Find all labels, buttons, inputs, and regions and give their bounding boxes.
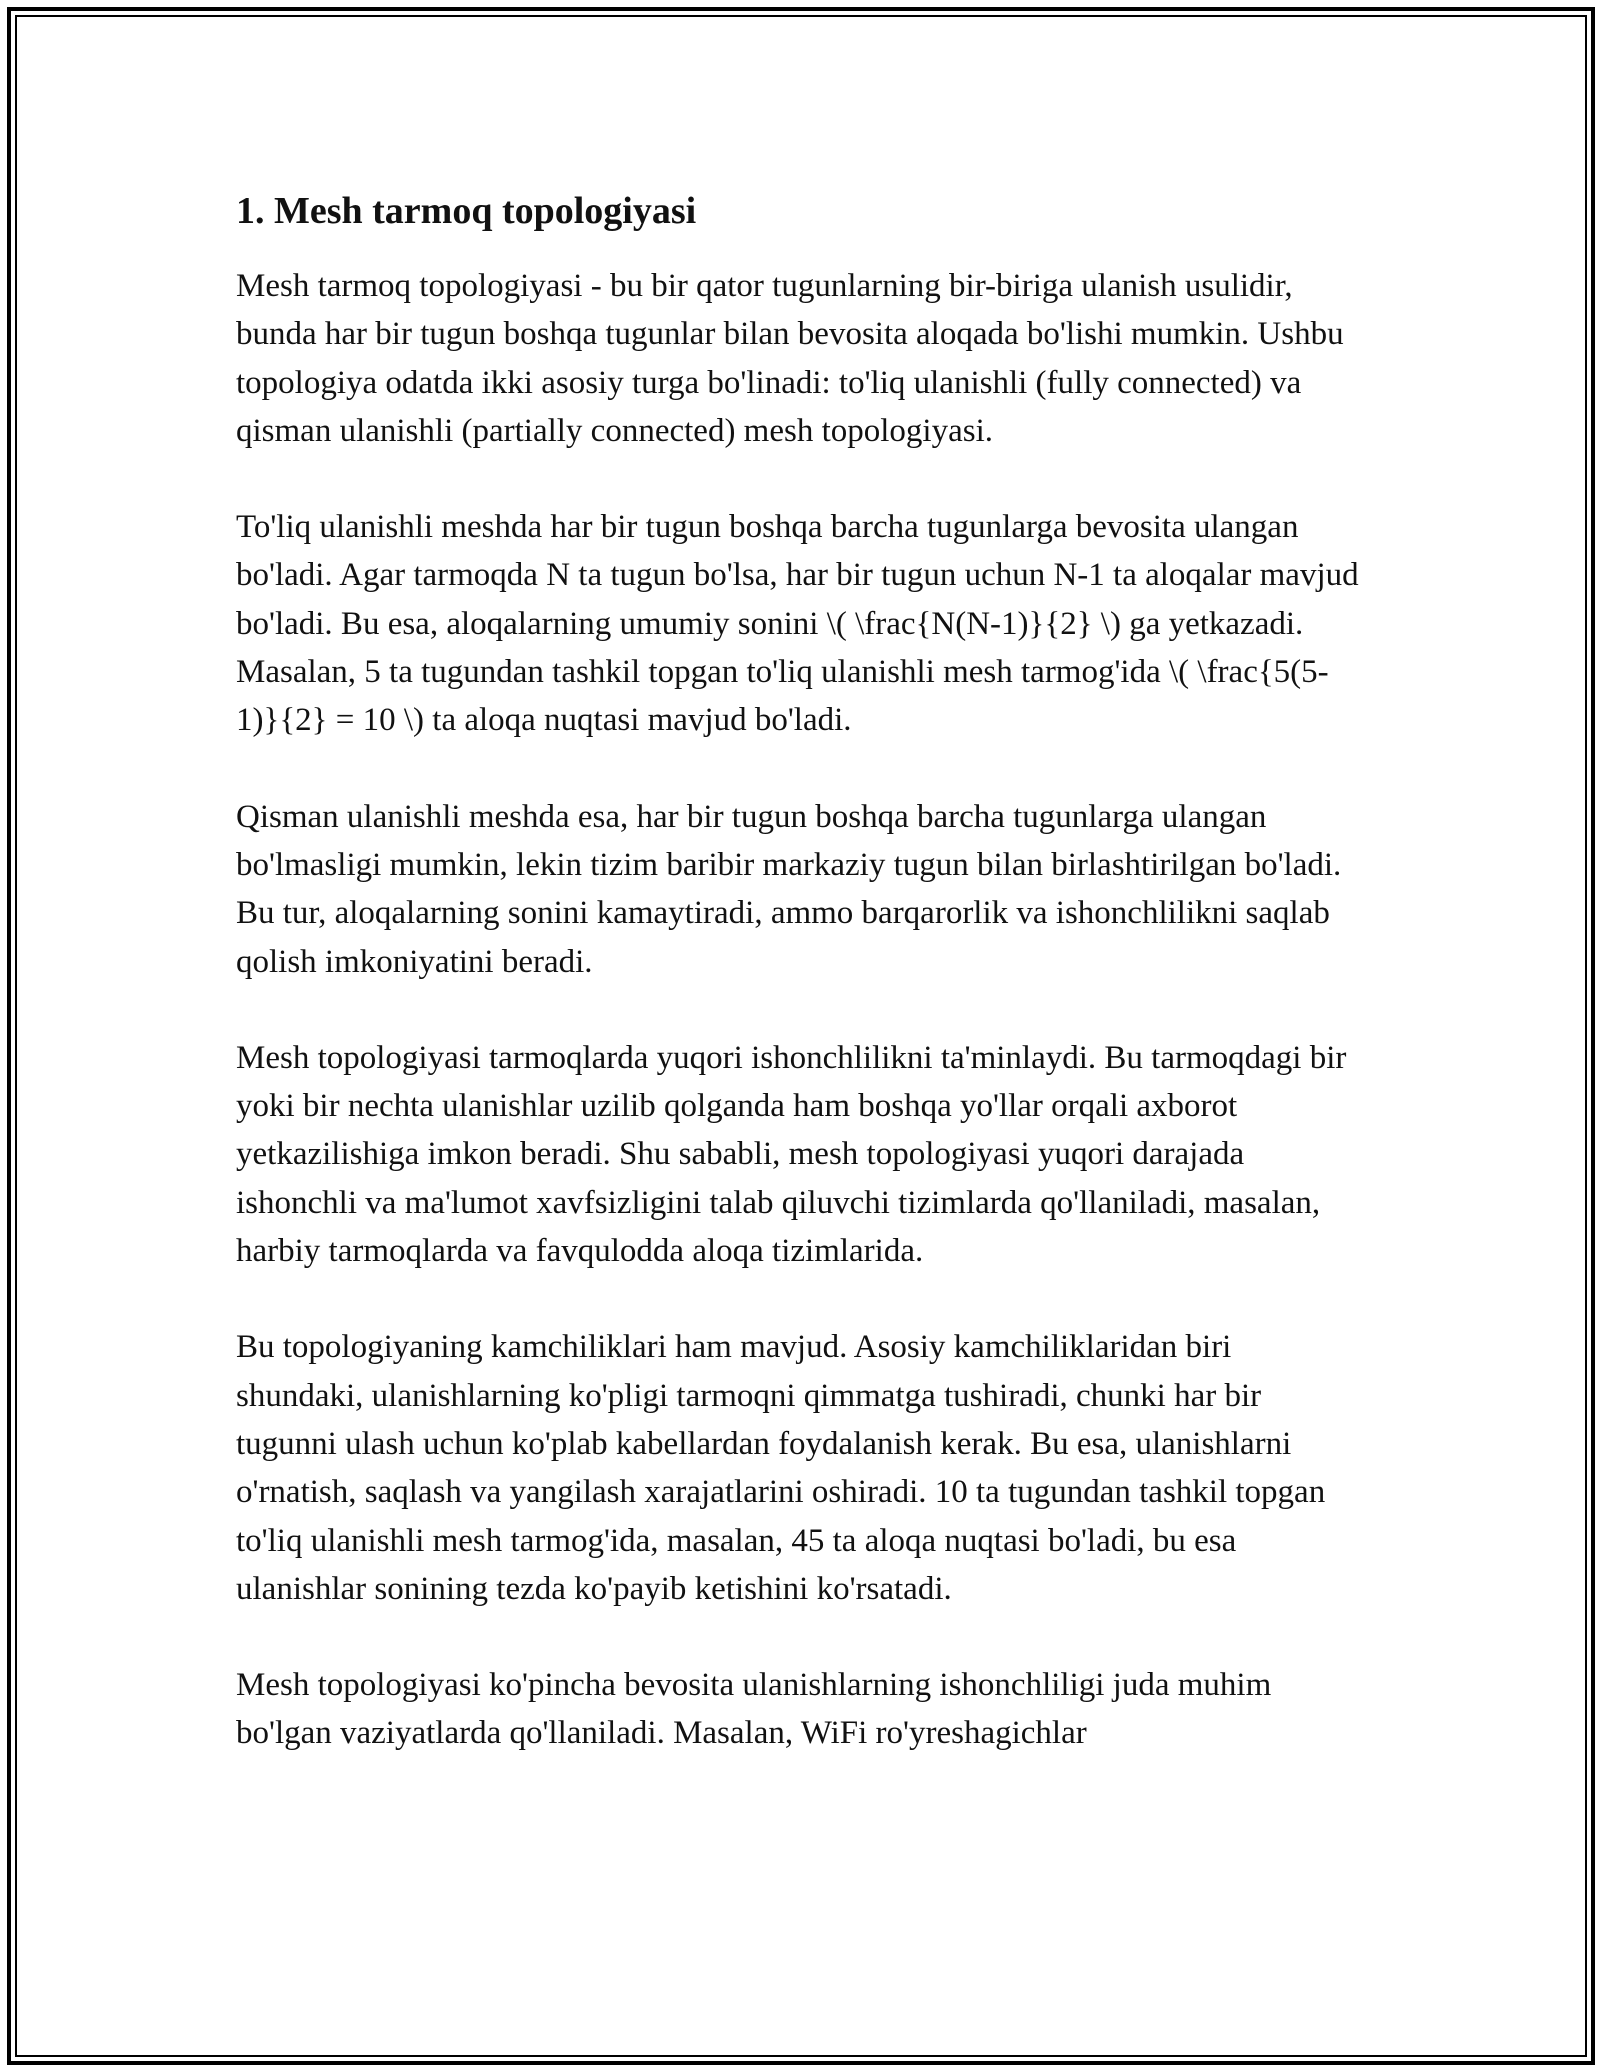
document-body — [236, 186, 1366, 1806]
paragraph-drawbacks: Bu topologiyaning kamchiliklari ham mavjud. Asosiy kamchiliklaridan biri shundaki, ulanishlarning ko'pligi tarmoqni qimmatga tushiradi, chunki har bir tugunni ulash uchun ko'plab kabellardan foydalanish kerak. Bu esa, ulanishlarni o'rnatish, saqlash va yangilash xarajatlarini oshiradi. 10 ta tugundan tashkil topgan to'liq ulanishli mesh tarmog'ida, masalan, 45 ta aloqa nuqtasi bo'ladi, bu esa ulanishlar sonining tezda ko'payib ketishini ko'rsatadi. — [236, 1329, 1326, 1607]
paragraph-reliability: Mesh topologiyasi tarmoqlarda yuqori ishonchlilikni ta'minlaydi. Bu tarmoqdagi bir yoki bir nechta ulanishlar uzilib qolganda ham boshqa yo'llar orqali axborot yetkazilishiga imkon beradi. Shu sababli, mesh topologiyasi yuqori darajada ishonchli va ma'lumot xavfsizligini talab qiluvchi tizimlarda qo'llaniladi, masalan, harbiy tarmoqlarda va favqulodda aloqa tizimlarida. — [236, 1039, 1347, 1270]
paragraph-intro: Mesh tarmoq topologiyasi - bu bir qator tugunlarning bir-biriga ulanish usulidir, bunda har bir tugun boshqa tugunlar bilan bevosita aloqada bo'lishi mumkin. Ushbu topologiya odatda ikki asosiy turga bo'linadi: to'liq ulanishli (fully connected) va qisman ulanishli (partially connected) mesh topologiyasi. — [236, 268, 1344, 449]
paragraph-partially-connected: Qisman ulanishli meshda esa, har bir tugun boshqa barcha tugunlarga ulangan bo'lmasligi mumkin, lekin tizim baribir markaziy tugun bilan birlashtirilgan bo'ladi. Bu tur, aloqalarning sonini kamaytiradi, ammo barqarorlik va ishonchlilikni saqlab qolish imkoniyatini beradi. — [236, 798, 1342, 980]
section-heading: 1. Mesh tarmoq topologiyasi — [236, 190, 697, 232]
paragraph-usage: Mesh topologiyasi ko'pincha bevosita ulanishlarning ishonchliligi juda muhim bo'lgan vaziyatlarda qo'llaniladi. Masalan, WiFi ro'yreshagichlar — [236, 1667, 1272, 1752]
paragraph-fully-connected: To'liq ulanishli meshda har bir tugun boshqa barcha tugunlarga bevosita ulangan bo'ladi. Agar tarmoqda N ta tugun bo'lsa, har bir tugun uchun N-1 ta aloqalar mavjud bo'ladi. Bu esa, aloqalarning umumiy sonini \( \frac{N(N-1)}{2} \) ga yetkazadi. Masalan, 5 ta tugundan tashkil topgan to'liq ulanishli mesh tarmog'ida \( \frac{5(5-1)}{2} = 10 \) ta aloqa nuqtasi mavjud bo'ladi. — [236, 509, 1359, 739]
